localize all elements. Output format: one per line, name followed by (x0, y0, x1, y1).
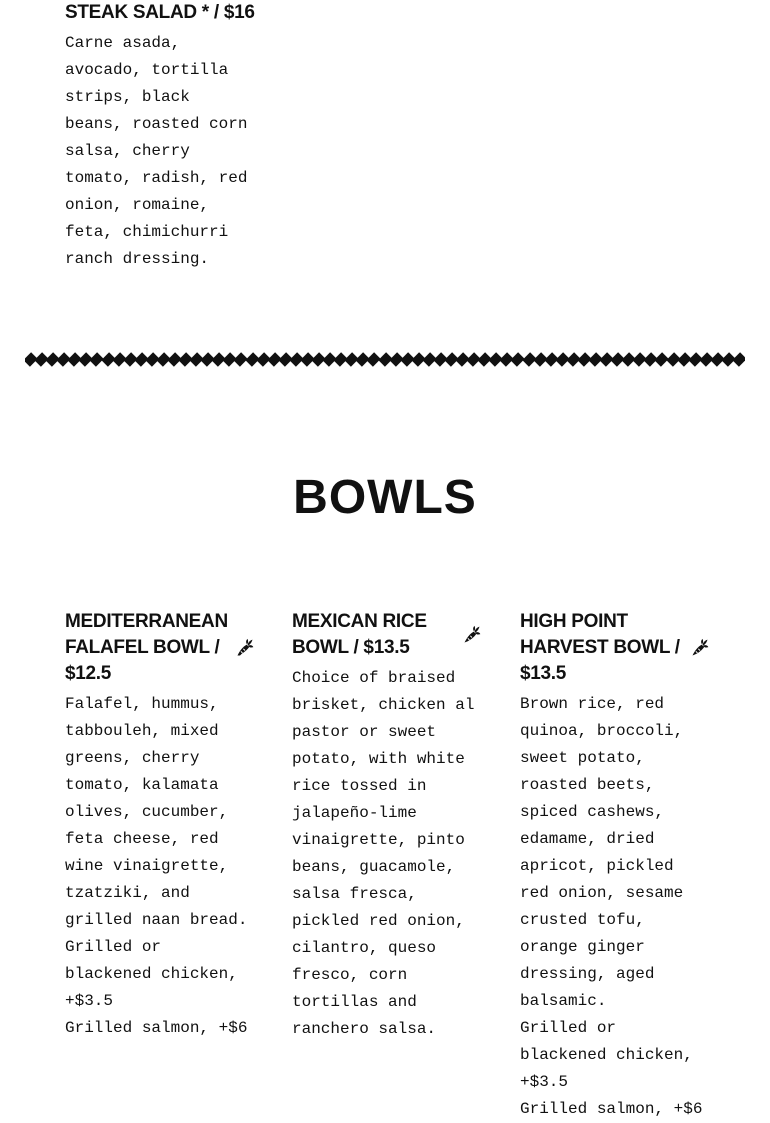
item-description: Carne asada, avocado, tortilla strips, black beans, roasted corn salsa, cherry tomato, radish, red onion, romaine, feta, chimichurri ranch dressing. (65, 34, 248, 268)
item-addon: Grilled or blackened chicken, +$3.5 (520, 1019, 693, 1091)
item-addon: Grilled salmon, +$6 (520, 1100, 703, 1118)
item-title: HIGH POINT HARVEST BOWL / $13.5 (520, 611, 680, 684)
item-description: Falafel, hummus, tabbouleh, mixed greens, cherry tomato, kalamata olives, cucumber, feta cheese, red wine vinaigrette, tzatziki, and grilled naan bread. (65, 695, 248, 929)
item-description: Choice of braised brisket, chicken al pastor or sweet potato, with white rice tossed in jalapeño-lime vinaigrette, pinto beans, guacamole, salsa fresca, pickled red onion, cilantro, queso fresco, corn tortillas and ranchero salsa. (292, 669, 475, 1038)
carrot-icon (462, 625, 482, 645)
carrot-icon (690, 638, 710, 658)
menu-item-falafel-bowl (65, 609, 255, 1042)
item-addon: Grilled or blackened chicken, +$3.5 (65, 938, 238, 1010)
diamond-icon (732, 352, 745, 366)
item-addon: Grilled salmon, +$6 (65, 1019, 248, 1037)
item-title: MEXICAN RICE BOWL / $13.5 (292, 611, 427, 658)
menu-item-steak-salad (65, 0, 255, 273)
item-description: Brown rice, red quinoa, broccoli, sweet potato, roasted beets, spiced cashews, edamame, dried apricot, pickled red onion, sesame crusted tofu, orange ginger dressing, aged balsamic. (520, 695, 684, 1010)
item-title: STEAK SALAD * / $16 (65, 2, 255, 23)
menu-item-harvest-bowl (520, 609, 710, 1123)
carrot-icon (235, 638, 255, 658)
section-title: BOWLS (293, 471, 477, 524)
menu-item-mexican-rice-bowl (292, 609, 482, 1043)
diamond-divider (25, 348, 745, 370)
item-title: MEDITERRANEAN FALAFEL BOWL / $12.5 (65, 611, 228, 684)
